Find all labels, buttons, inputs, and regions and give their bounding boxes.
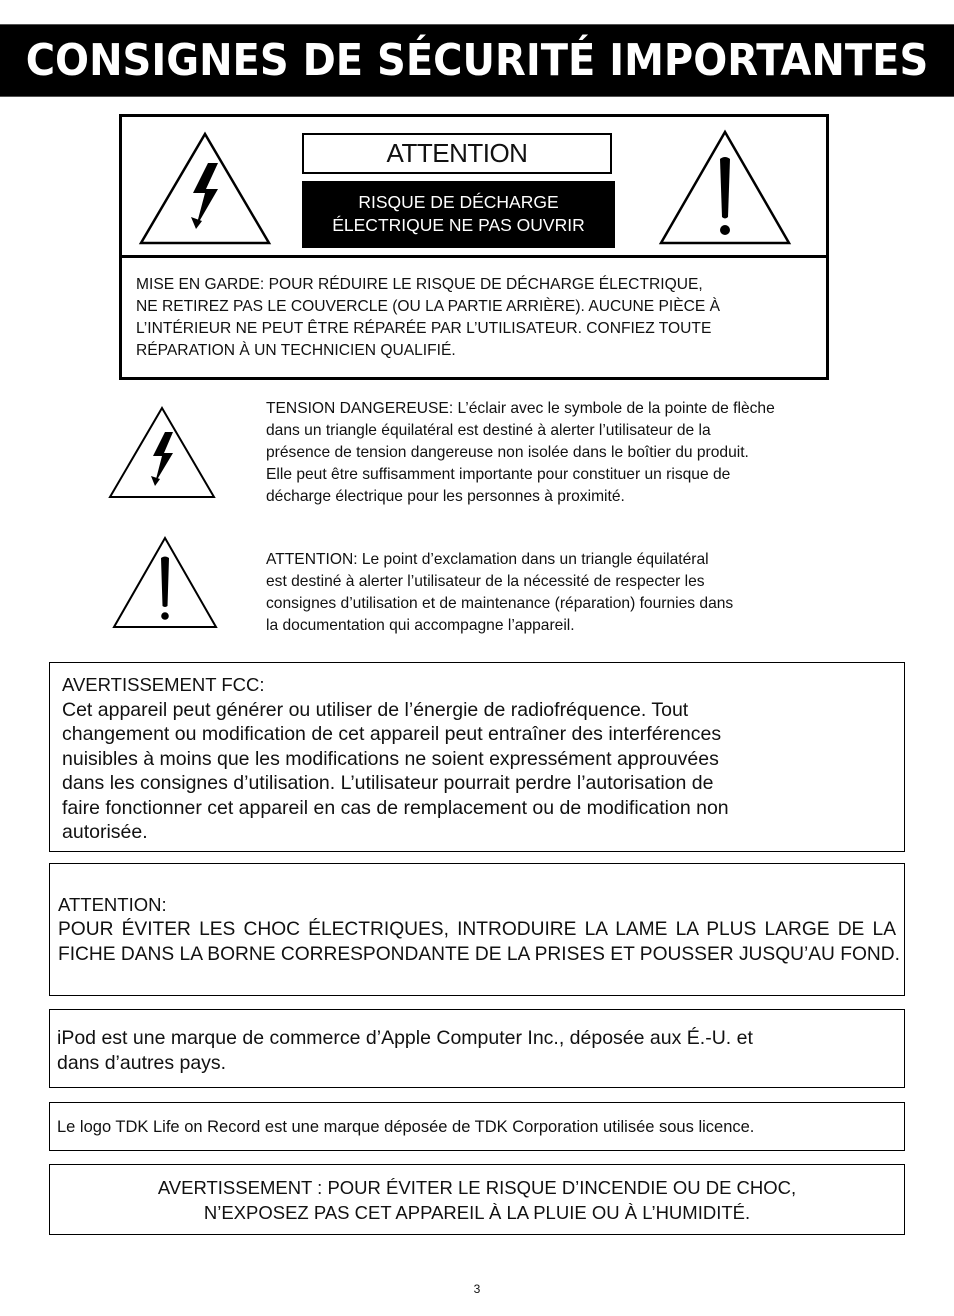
- exclamation-description: ATTENTION: Le point d’exclamation dans un triangle équilatéral est destiné à alerter l’utilisateur de la nécessité de respecter les consignes d’utilisation et de maintenance (réparation) fournies dans la documentation qui accompagne l’appareil.: [266, 551, 734, 634]
- warning-line: RÉPARATION À UN TECHNICIEN QUALIFIÉ.: [136, 342, 456, 359]
- caution-panel-header: [122, 117, 826, 258]
- plug-attention-box: [49, 863, 905, 996]
- risk-line: RISQUE DE DÉCHARGE: [358, 192, 559, 212]
- page-title: CONSIGNES DE SÉCURITÉ IMPORTANTES: [0, 24, 954, 96]
- tdk-trademark-box: [49, 1102, 905, 1151]
- fcc-line: Cet appareil peut générer ou utiliser de l’énergie de radiofréquence. Tout: [62, 698, 689, 721]
- fire-warning-box: [49, 1164, 905, 1235]
- warning-label: MISE EN GARDE:: [136, 276, 265, 293]
- fcc-line: dans les consignes d’utilisation. L’utilisateur pourrait perdre l’autorisation de: [62, 772, 714, 794]
- fcc-line: nuisibles à moins que les modifications ne soient expressément approuvées: [62, 747, 719, 770]
- fire-warning-line: N’EXPOSEZ PAS CET APPAREIL À LA PLUIE OU À L’HUMIDITÉ.: [203, 1202, 751, 1223]
- fcc-line: faire fonctionner cet appareil en cas de remplacement ou de modification non: [62, 796, 729, 819]
- warning-line: NE RETIREZ PAS LE COUVERCLE (OU LA PARTIE ARRIÈRE). AUCUNE PIÈCE À: [136, 298, 721, 315]
- fcc-line: autorisée.: [62, 821, 148, 843]
- warning-line: MISE EN GARDE: POUR RÉDUIRE LE RISQUE DE DÉCHARGE ÉLECTRIQUE,: [136, 276, 703, 293]
- risk-line: ÉLECTRIQUE NE PAS OUVRIR: [332, 215, 585, 235]
- exclamation-triangle-icon: [658, 129, 792, 247]
- page-number: 3: [473, 1282, 481, 1296]
- shock-risk-label: [302, 181, 615, 248]
- fcc-warning-box: [49, 662, 905, 852]
- exclamation-triangle-icon: [112, 536, 218, 630]
- caution-panel: [119, 114, 829, 380]
- warning-line: L’INTÉRIEUR NE PEUT ÊTRE RÉPARÉE PAR L’UTILISATEUR. CONFIEZ TOUTE: [136, 320, 712, 337]
- fcc-heading: AVERTISSEMENT FCC:: [62, 674, 265, 695]
- ipod-trademark-box: [49, 1009, 905, 1088]
- plug-line: POUR ÉVITER LES CHOC ÉLECTRIQUES, INTRODUIRE LA LAME LA PLUS LARGE DE LA: [58, 919, 896, 940]
- fire-warning-line: AVERTISSEMENT : POUR ÉVITER LE RISQUE D’INCENDIE OU DE CHOC,: [157, 1177, 797, 1198]
- tension-label: TENSION DANGEREUSE:: [266, 400, 454, 417]
- lightning-description: TENSION DANGEREUSE: L’éclair avec le symbole de la pointe de flèche dans un triangle équilatéral est destiné à alerter l’utilisateur de la présence de tension dangereuse non isolée dans le boîtier du produit. Elle peut être suffisamment importante pour constituer un risque de décharge électrique pour les personnes à proximité.: [266, 400, 775, 505]
- plug-line: FICHE DANS LA BORNE CORRESPONDANTE DE LA PRISES ET POUSSER JUSQU’AU FOND.: [58, 944, 900, 965]
- ipod-line: iPod est une marque de commerce d’Apple Computer Inc., déposée aux É.-U. et: [57, 1027, 753, 1049]
- attention-label: ATTENTION: [302, 133, 612, 174]
- fcc-line: changement ou modification de cet appareil peut entraîner des interférences: [62, 723, 722, 745]
- tdk-text: Le logo TDK Life on Record est une marque déposée de TDK Corporation utilisée sous licence.: [57, 1118, 755, 1136]
- lightning-triangle-icon: [138, 131, 272, 247]
- plug-heading: ATTENTION:: [58, 894, 167, 915]
- ipod-line: dans d’autres pays.: [57, 1052, 227, 1074]
- attention-symbol-label: ATTENTION:: [266, 551, 358, 568]
- caution-warning-text: [136, 274, 816, 362]
- lightning-triangle-icon: [108, 406, 216, 500]
